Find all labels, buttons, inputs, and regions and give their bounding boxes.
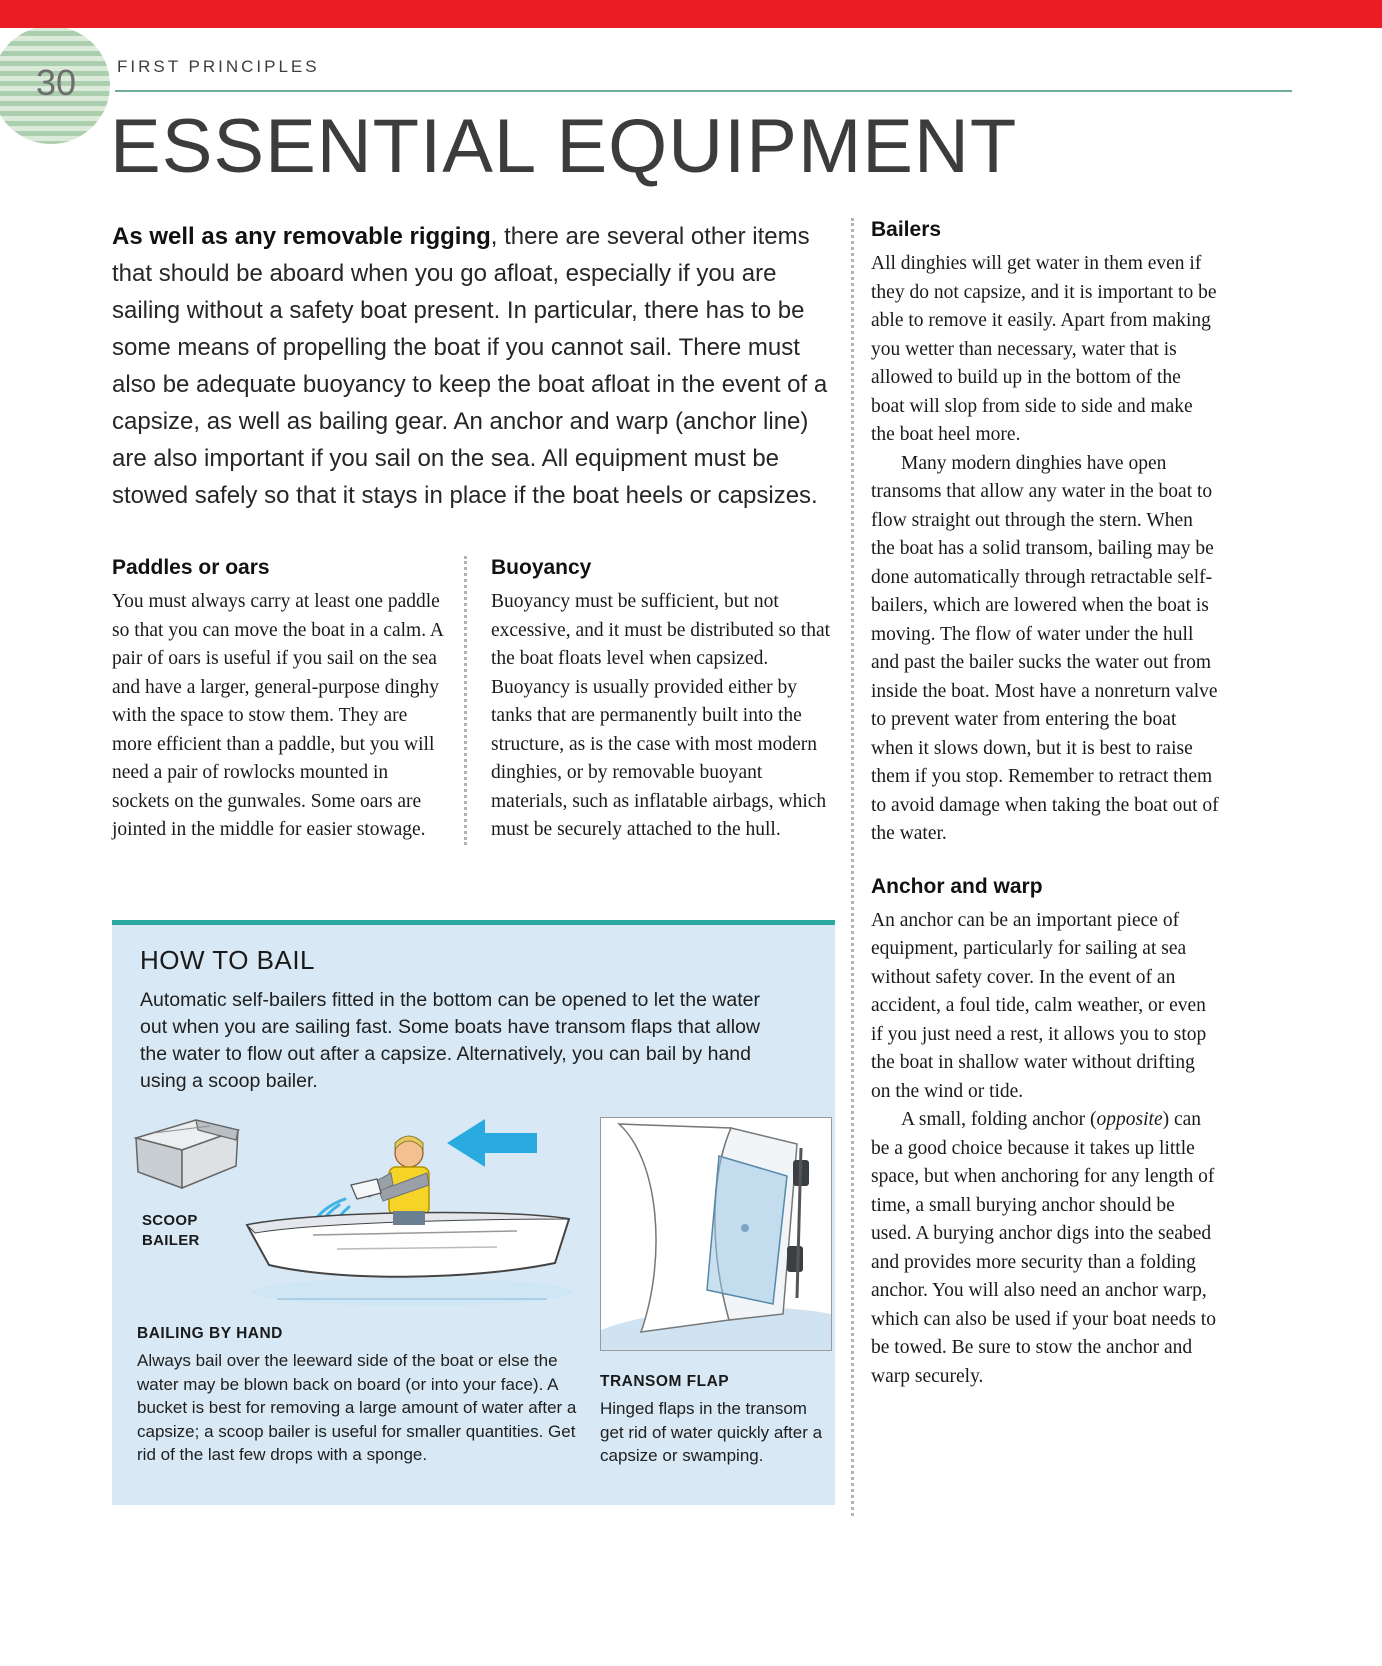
bailing-by-hand-text: Always bail over the leeward side of the boat or else the water may be blown back on board (or into your face). A bucket is best for removing a large amount of water after a capsize; a scoop bailer is useful for smaller quantities. Get rid of the last few drops with a sponge. <box>137 1351 577 1464</box>
transom-flap-heading: TRANSOM FLAP <box>600 1373 730 1390</box>
anchor-p2-post: ) can be a good choice because it takes up little space, but when anchoring for any length of time, a small burying anchor should be used. A burying anchor digs into the seabed and provides more security than a folding anchor. You will also need an anchor warp, which can also be used if your boat needs to be towed. Be sure to stow the anchor and warp securely. <box>871 1109 1216 1387</box>
buoyancy-body: Buoyancy must be sufficient, but not excessive, and it must be distributed so that the boat floats level when capsized. Buoyancy is usually provided either by tanks that are permanently built into the structure, as is the case with most modern dinghies, or by removable buoyant materials, such as inflatable airbags, which must be securely attached to the hull. <box>491 591 831 840</box>
two-column-section <box>112 556 842 845</box>
page-title: ESSENTIAL EQUIPMENT <box>110 104 1018 189</box>
paddles-column <box>112 556 464 845</box>
bailers-paragraph-1: All dinghies will get water in them even if they do not capsize, and it is important to be able to remove it easily. Apart from making you wetter than necessary, water that is allowed to build up in the bottom of the boat will slop from side to side and make the boat heel more. <box>871 253 1217 445</box>
section-label: FIRST PRINCIPLES <box>117 57 320 76</box>
page-number: 30 <box>36 62 77 103</box>
bailing-by-hand-heading: BAILING BY HAND <box>137 1325 283 1342</box>
anchor-paragraph-1: An anchor can be an important piece of equipment, particularly for sailing at sea without safety cover. In the event of an accident, a foul tide, calm weather, or even if you just need a rest, it allows you to stop the boat in shallow water without drifting on the wind or tide. <box>871 909 1207 1102</box>
paddles-heading: Paddles or oars <box>112 556 270 579</box>
intro-paragraph <box>112 218 842 514</box>
how-to-bail-box <box>112 920 835 1505</box>
buoyancy-heading: Buoyancy <box>491 556 592 579</box>
bailers-paragraph-2: Many modern dinghies have open transoms that allow any water in the boat to flow straight out through the stern. When the boat has a solid transom, bailing may be done automatically through retractable self-bailers, which are lowered when the boat is moving. The flow of water under the hull and past the bailer sucks the water out from inside the boat. Most have a nonreturn valve to prevent water from entering the boat when it slows down, but it is best to raise them if you stop. Remember to retract them to avoid damage when taking the boat out of the water. <box>871 452 1219 844</box>
intro-lead: As well as any removable rigging <box>112 223 491 250</box>
anchor-paragraph-2 <box>871 1106 1219 1391</box>
bailers-heading: Bailers <box>871 218 942 241</box>
transom-flap-text: Hinged flaps in the transom get rid of water quickly after a capsize or swamping. <box>600 1399 823 1465</box>
how-to-bail-heading: HOW TO BAIL <box>140 945 316 975</box>
transom-flap-illustration <box>600 1117 832 1351</box>
header-rule <box>115 90 1292 92</box>
paddles-body: You must always carry at least one paddle so that you can move the boat in a calm. A pair of oars is useful if you sail on the sea and have a larger, general-purpose dinghy with the space to stow them. They are more efficient than a paddle, but you will need a pair of rowlocks mounted in sockets on the gunwales. Some oars are jointed in the middle for easier stowage. <box>112 591 443 840</box>
anchor-p2-pre: A small, folding anchor ( <box>901 1109 1097 1130</box>
right-column <box>851 218 1219 1516</box>
anchor-p2-italic: opposite <box>1096 1109 1163 1130</box>
transom-flap-drawing <box>601 1118 831 1350</box>
bailing-scene-illustration <box>217 1107 597 1315</box>
intro-rest: , there are several other items that should be aboard when you go afloat, especially if you are sailing without a safety boat present. In particular, there has to be some means of propelling the boat if you cannot sail. There must also be adequate buoyancy to keep the boat afloat in the event of a capsize, as well as bailing gear. An anchor and warp (anchor line) are also important if you sail on the sea. All equipment must be stowed safely so that it stays in place if the boat heels or capsizes. <box>112 223 828 509</box>
transom-flap-caption <box>600 1373 834 1468</box>
bailing-by-hand-caption <box>137 1325 585 1467</box>
buoyancy-column <box>464 556 842 845</box>
anchor-heading: Anchor and warp <box>871 874 1043 898</box>
scoop-bailer-label: SCOOP BAILER <box>142 1212 200 1249</box>
left-arrow-icon <box>447 1117 539 1169</box>
top-red-bar <box>0 0 1382 28</box>
how-to-bail-intro: Automatic self-bailers fitted in the bottom can be opened to let the water out when you are sailing fast. Some boats have transom flaps that allow the water to flow out after a capsize. Alternatively, you can bail by hand using a scoop bailer. <box>140 989 761 1092</box>
